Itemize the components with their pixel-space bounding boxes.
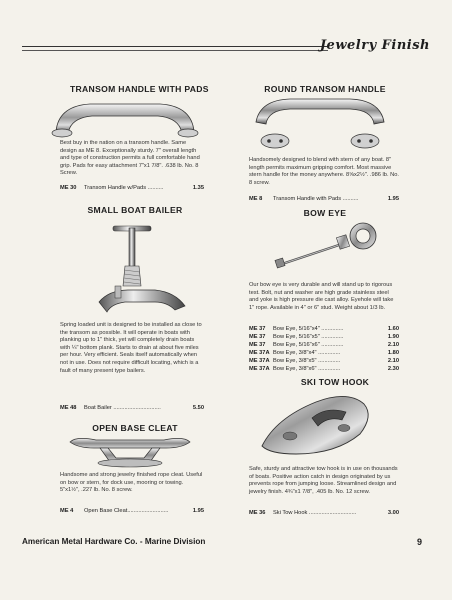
- price-line: ME 48 Boat Bailer .............................. 5.50: [60, 405, 204, 411]
- ski-tow-hook-title: SKI TOW HOOK: [300, 377, 370, 387]
- small-boat-bailer-description: Spring loaded unit is designed to be installed as close to the transom as possible. It will operate in boats with planking up to 1" thick, yet will completely drain boats with ¼" bottom plank. Starts to drain at about five miles per hour. Very efficient. Seals itself automatically when not in use. Does not require difficult locating, which is a fault of many present type bailers.: [60, 322, 202, 374]
- round-transom-handle-title: ROUND TRANSOM HANDLE: [264, 84, 386, 94]
- header-title: Jewelry Finish: [319, 38, 430, 53]
- open-base-cleat-title: OPEN BASE CLEAT: [92, 423, 178, 433]
- small-boat-bailer-image: [95, 216, 190, 316]
- price-line: ME 37 Bow Eye, 5/16"x6" .............. 2.10: [249, 342, 399, 348]
- ski-tow-hook-image: [256, 388, 376, 458]
- round-transom-handle-pads-image: [255, 130, 385, 152]
- price-line: ME 8 Transom Handle with Pads .......... 1.95: [249, 196, 399, 202]
- price-line: ME 37 Bow Eye, 5/16"x5" .............. 1.90: [249, 334, 399, 340]
- price-line: ME 4 Open Base Cleat.......................... 1.95: [60, 508, 204, 514]
- transom-handle-pads-title: TRANSOM HANDLE WITH PADS: [70, 84, 209, 94]
- open-base-cleat-image: [66, 432, 194, 472]
- footer-company: American Metal Hardware Co. - Marine Division: [22, 537, 206, 546]
- price-line: ME 36 Ski Tow Hook .............................. 3.00: [249, 510, 399, 516]
- round-transom-handle-image: [250, 94, 390, 130]
- price-line: ME 37A Bow Eye, 3/8"x4" .............. 1.80: [249, 350, 399, 356]
- price-line: ME 37A Bow Eye, 3/8"x6" .............. 2.30: [249, 366, 399, 372]
- header-rule: [22, 46, 328, 47]
- price-line: ME 37A Bow Eye, 3/8"x5" .............. 2.10: [249, 358, 399, 364]
- transom-handle-pads-image: [50, 96, 200, 138]
- header-rule-thin: [22, 50, 328, 51]
- open-base-cleat-description: Handsome and strong jewelry finished rope cleat. Useful on bow or stern, for dock use, mooring or towing. 5"x1½", .227 lb. No. 8 screw.: [60, 472, 203, 494]
- bow-eye-title: BOW EYE: [303, 208, 347, 218]
- bow-eye-image: [268, 220, 388, 272]
- round-transom-handle-description: Handsomely designed to blend with stern of any boat. 8" length permits maximum gripping comfort. Most massive stern handle for the money anywhere. 8⅝x2½". .986 lb. No. 8 screw.: [249, 157, 399, 186]
- small-boat-bailer-title: SMALL BOAT BAILER: [87, 205, 183, 215]
- transom-handle-pads-description: Best buy in the nation on a transom handle. Same design as ME 8. Exceptionally sturdy. 7" overall length and type of construction permits a full comfortable hand grip. Pads for easy attachment 7"x1 7/8". .638 lb. No. 8 Screw.: [60, 140, 200, 177]
- price-line: ME 30 Transom Handle w/Pads .......... 1.35: [60, 185, 204, 191]
- ski-tow-hook-description: Safe, sturdy and attractive tow hook is in use on thousands of boats. Positive action catch in design originated by us prevents rope from jumping loose. Streamlined design and jewelry finish. 4¾"x1 7/8", .405 lb. No. 12 screw.: [249, 466, 398, 495]
- bow-eye-description: Our bow eye is very durable and will stand up to rigorous test. Bolt, nut and washer are high grade stainless steel and yoke is high pressure die cast alloy. Eyehole will take 1" rope. Available in 4" or 6" stud. Weight about 1/3 lb.: [249, 282, 394, 311]
- price-line: ME 37 Bow Eye, 5/16"x4" .............. 1.60: [249, 326, 399, 332]
- page-number: 9: [416, 537, 422, 547]
